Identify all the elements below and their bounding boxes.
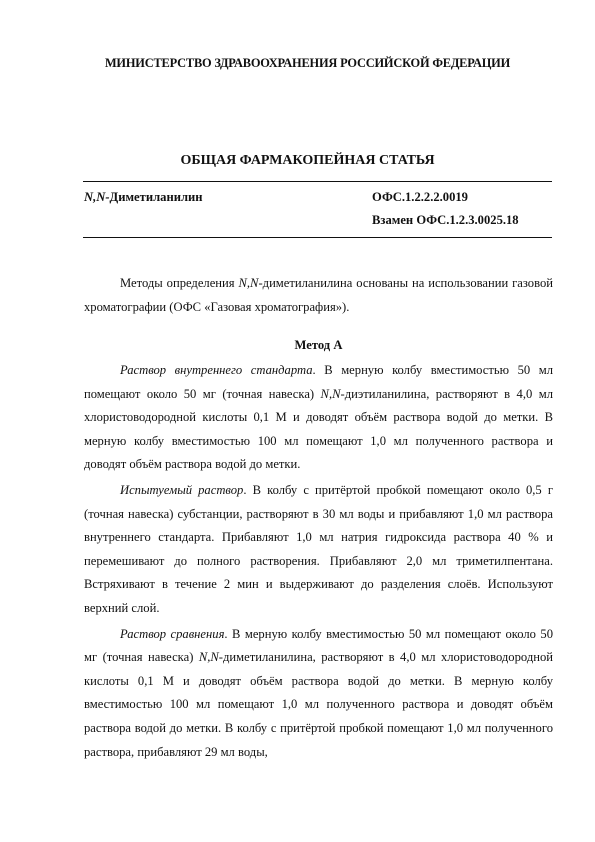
intro-text-2: диметиланилина основаны на использовании газовой хроматографии (ОФС «Газовая хроматография»). [84, 276, 553, 314]
header-rule-top [83, 181, 552, 182]
substance-title [84, 190, 203, 205]
article-type-heading: ОБЩАЯ ФАРМАКОПЕЙНАЯ СТАТЬЯ [180, 153, 435, 168]
internal-standard-lead: Раствор внутреннего стандарта [120, 363, 313, 377]
test-solution-lead: Испытуемый раствор [120, 482, 244, 497]
internal-standard-text-1: . В мерную колбу вместимостью 50 мл помещают около 50 мг (точная навеска) [84, 363, 553, 401]
method-a-heading: Метод А [294, 338, 343, 352]
ministry-heading: МИНИСТЕРСТВО ЗДРАВООХРАНЕНИЯ РОССИЙСКОЙ ФЕДЕРАЦИИ [104, 56, 511, 70]
substance-prefix: N,N- [84, 190, 110, 204]
header-rule-bottom [83, 237, 552, 238]
test-solution-text: . В колбу с притёртой пробкой помещают около 0,5 г (точная навеска) субстанции, растворяют в 30 мл воды и прибавляют 1,0 мл раствора внутреннего стандарта. Прибавляют 1,0 мл натрия гидроксида раствора 40 % и перемешивают до полного растворения. Прибавляют 2,0 мл триметилпентана. Встряхивают в течение 2 мин и выдерживают до разделения слоёв. Используют верхний слой. [84, 482, 553, 615]
reference-solution-text-1: . В мерную колбу вместимостью 50 мл помещают около 50 мг (точная навеска) [84, 626, 553, 665]
substance-name: Диметиланилин [109, 190, 203, 204]
method-a-body [84, 359, 553, 764]
reference-solution-italic: N,N- [198, 650, 223, 665]
replaces-note: Взамен ОФС.1.2.3.0025.18 [372, 213, 519, 227]
internal-standard-text-2: диэтиланилина, растворяют в 4,0 мл хлористоводородной кислоты 0,1 М и доводят объём раствора водой до метки. В мерную колбу вместимостью 100 мл помещают 1,0 мл полученного раствора и доводят объём раствора водой до метки. [84, 386, 553, 472]
internal-standard-italic: N,N- [320, 386, 345, 401]
intro-text-1: Методы определения [120, 276, 239, 290]
reference-solution-text-2: диметиланилина, растворяют в 4,0 мл хлористоводородной кислоты 0,1 М и доводят объём раствора водой до метки. В мерную колбу вместимостью 100 мл помещают 1,0 мл полученного раствора и доводят объём раствора водой до метки. В колбу с притёртой пробкой помещают 1,0 мл полученного раствора, прибавляют 29 мл воды, [84, 650, 553, 759]
reference-solution-lead: Раствор сравнения [120, 626, 225, 641]
test-solution-paragraph [84, 479, 553, 621]
intro-italic: N,N- [238, 276, 263, 290]
reference-solution-paragraph [84, 623, 553, 765]
internal-standard-paragraph [84, 359, 553, 477]
intro-paragraph [84, 272, 553, 319]
article-code: ОФС.1.2.2.2.0019 [372, 190, 468, 204]
